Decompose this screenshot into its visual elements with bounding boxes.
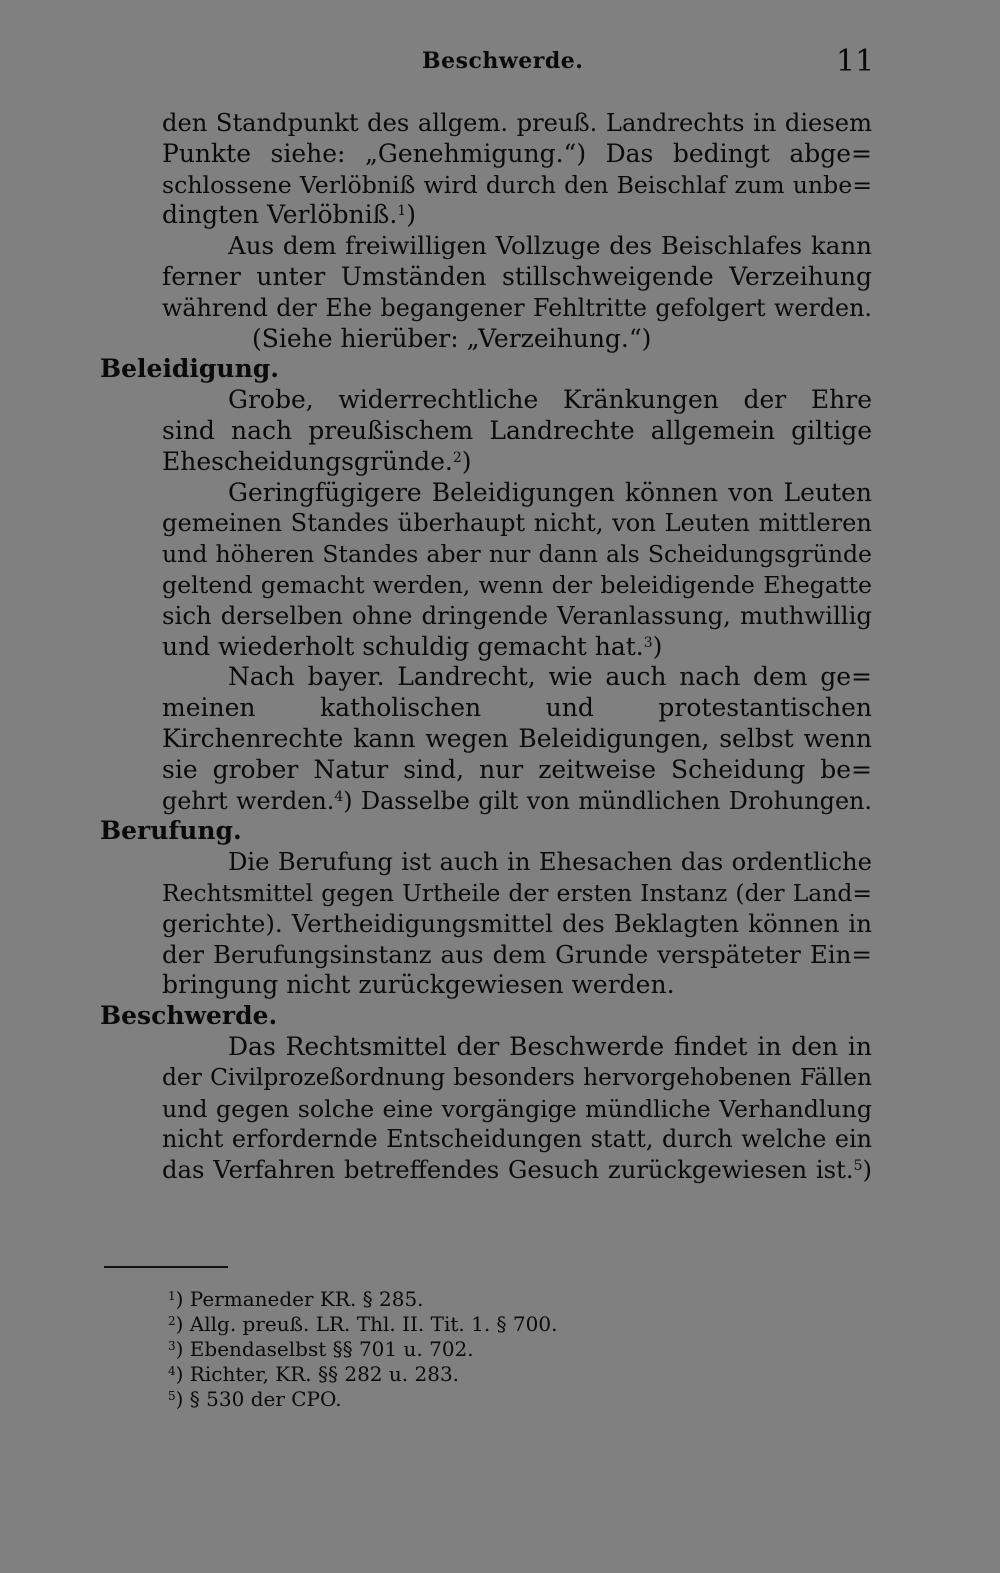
line-text: Ehescheidungsgründe. [162, 446, 453, 476]
line-text: während der Ehe begangener Fehltritte gefolgert werden. [162, 293, 872, 322]
line-text: gemeinen Standes überhaupt nicht, von Leuten mittleren [162, 509, 872, 538]
text-line [100, 786, 872, 817]
line-text: den Standpunkt des allgem. preuß. Landrechts in diesem [162, 109, 872, 137]
line-text: Grobe, widerrechtliche Kränkungen der Ehre [228, 385, 872, 415]
footnote [168, 1387, 768, 1412]
line-text: der Civilprozeßordnung besonders hervorgehobenen Fällen [162, 1063, 872, 1091]
footnote-mark: 5 [168, 1389, 176, 1403]
line-text: Rechtsmittel gegen Urtheile der ersten Instanz (der Land= [162, 878, 872, 907]
text-line [100, 878, 872, 909]
text-line [100, 1032, 872, 1063]
footnote [168, 1287, 768, 1312]
running-head [0, 44, 1000, 84]
line-text: meinen katholischen und protestantischen [162, 693, 872, 723]
footnote-text: ) Permaneder KR. § 285. [175, 1287, 424, 1311]
line-text: sich derselben ohne dringende Veranlassung, muthwillig [162, 600, 872, 630]
footnote-text: ) Ebendaselbst §§ 701 u. 702. [175, 1337, 474, 1361]
text-line [100, 385, 872, 416]
text-line [100, 539, 872, 570]
footnote-text: ) Richter, KR. §§ 282 u. 283. [175, 1362, 460, 1386]
text-line [100, 416, 872, 447]
line-text: nicht erfordernde Entscheidungen statt, durch welche ein [162, 1125, 872, 1154]
line-text: und gegen solche eine vorgängige mündliche Verhandlung [162, 1094, 872, 1123]
line-text: sind nach preußischem Landrechte allgemein giltige [162, 415, 872, 445]
text-line [100, 970, 872, 1001]
text-line [100, 632, 872, 663]
footnote [168, 1312, 768, 1337]
line-text: Punkte siehe: „Genehmigung.“) Das bedingt abge= [162, 138, 872, 168]
footnote-reference: 3 [643, 634, 653, 651]
footnote-reference: 2 [452, 449, 462, 466]
footnote-text: ) § 530 der CPO. [175, 1387, 342, 1411]
text-line [100, 1124, 872, 1155]
line-text: gerichte). Vertheidigungsmittel des Beklagten können in [162, 908, 872, 938]
text-line [100, 108, 872, 139]
footnote-mark: 4 [168, 1364, 176, 1378]
footnote-reference: 5 [853, 1158, 863, 1175]
line-text: geltend gemacht werden, wenn der beleidigende Ehegatte [162, 570, 872, 599]
body-text [100, 108, 872, 1186]
section-heading: Beleidigung. [100, 354, 279, 384]
text-line [100, 724, 872, 755]
line-text: und höheren Standes aber nur dann als Scheidungsgründe [162, 540, 872, 569]
line-text: Die Berufung ist auch in Ehesachen das ordentliche [228, 847, 872, 877]
text-line [100, 139, 872, 170]
line-text-after: ) Dasselbe gilt von mündlichen Drohungen. [343, 786, 872, 815]
page-number: 11 [836, 44, 875, 79]
footnotes [168, 1287, 768, 1412]
footnote-mark: 3 [168, 1339, 176, 1353]
line-text-after: ) [406, 200, 416, 230]
footnote [168, 1362, 768, 1387]
text-line [100, 231, 872, 262]
footnote-mark: 1 [168, 1289, 176, 1303]
line-text: gehrt werden. [162, 786, 335, 815]
text-line [100, 847, 872, 878]
text-line [100, 1094, 872, 1125]
text-line [100, 170, 872, 201]
text-line [100, 570, 872, 601]
line-text: dingten Verlöbniß. [162, 200, 398, 230]
line-text-after: ) [862, 1155, 872, 1185]
footnote [168, 1337, 768, 1362]
text-line [100, 755, 872, 786]
text-line [100, 909, 872, 940]
text-line [100, 447, 872, 478]
line-text-after: ) [652, 631, 663, 661]
line-text-after: ) [461, 446, 472, 476]
footnote-text: ) Allg. preuß. LR. Thl. II. Tit. 1. § 700. [175, 1312, 558, 1336]
line-text: und wiederholt schuldig gemacht hat. [162, 631, 644, 661]
footnote-mark: 2 [168, 1314, 176, 1328]
text-line [100, 940, 872, 971]
line-text: Kirchenrechte kann wegen Beleidigungen, selbst wenn [162, 723, 872, 753]
line-text: sie grober Natur sind, nur zeitweise Scheidung be= [162, 754, 872, 784]
line-text: schlossene Verlöbniß wird durch den Beischlaf zum unbe= [162, 170, 872, 199]
line-text: Das Rechtsmittel der Beschwerde findet in den in [228, 1031, 872, 1061]
footnote-rule [104, 1266, 228, 1268]
section-heading: Berufung. [100, 816, 242, 846]
text-line [100, 601, 872, 632]
line-text: ferner unter Umständen stillschweigende Verzeihung [162, 261, 872, 291]
running-title: Beschwerde. [422, 48, 584, 74]
line-text: (Siehe hierüber: „Verzeihung.“) [252, 323, 652, 353]
text-line [100, 324, 872, 355]
line-text: der Berufungsinstanz aus dem Grunde verspäteter Ein= [162, 939, 872, 969]
text-line [100, 293, 872, 324]
text-line [100, 693, 872, 724]
line-text: Aus dem freiwilligen Vollzuge des Beischlafes kann [228, 231, 872, 261]
text-line [100, 262, 872, 293]
line-text: bringung nicht zurückgewiesen werden. [162, 970, 675, 1000]
line-text: Nach bayer. Landrecht, wie auch nach dem ge= [228, 662, 872, 692]
text-line [100, 1063, 872, 1094]
text-line [100, 1155, 872, 1186]
text-line [100, 478, 872, 509]
line-text: das Verfahren betreffendes Gesuch zurückgewiesen ist. [162, 1155, 854, 1185]
line-text: Geringfügigere Beleidigungen können von Leuten [228, 477, 872, 507]
text-line [100, 200, 872, 231]
text-line [100, 662, 872, 693]
text-line [100, 508, 872, 539]
footnote-reference: 4 [334, 788, 344, 805]
footnote-reference: 1 [397, 203, 407, 220]
section-heading: Beschwerde. [100, 1001, 278, 1031]
